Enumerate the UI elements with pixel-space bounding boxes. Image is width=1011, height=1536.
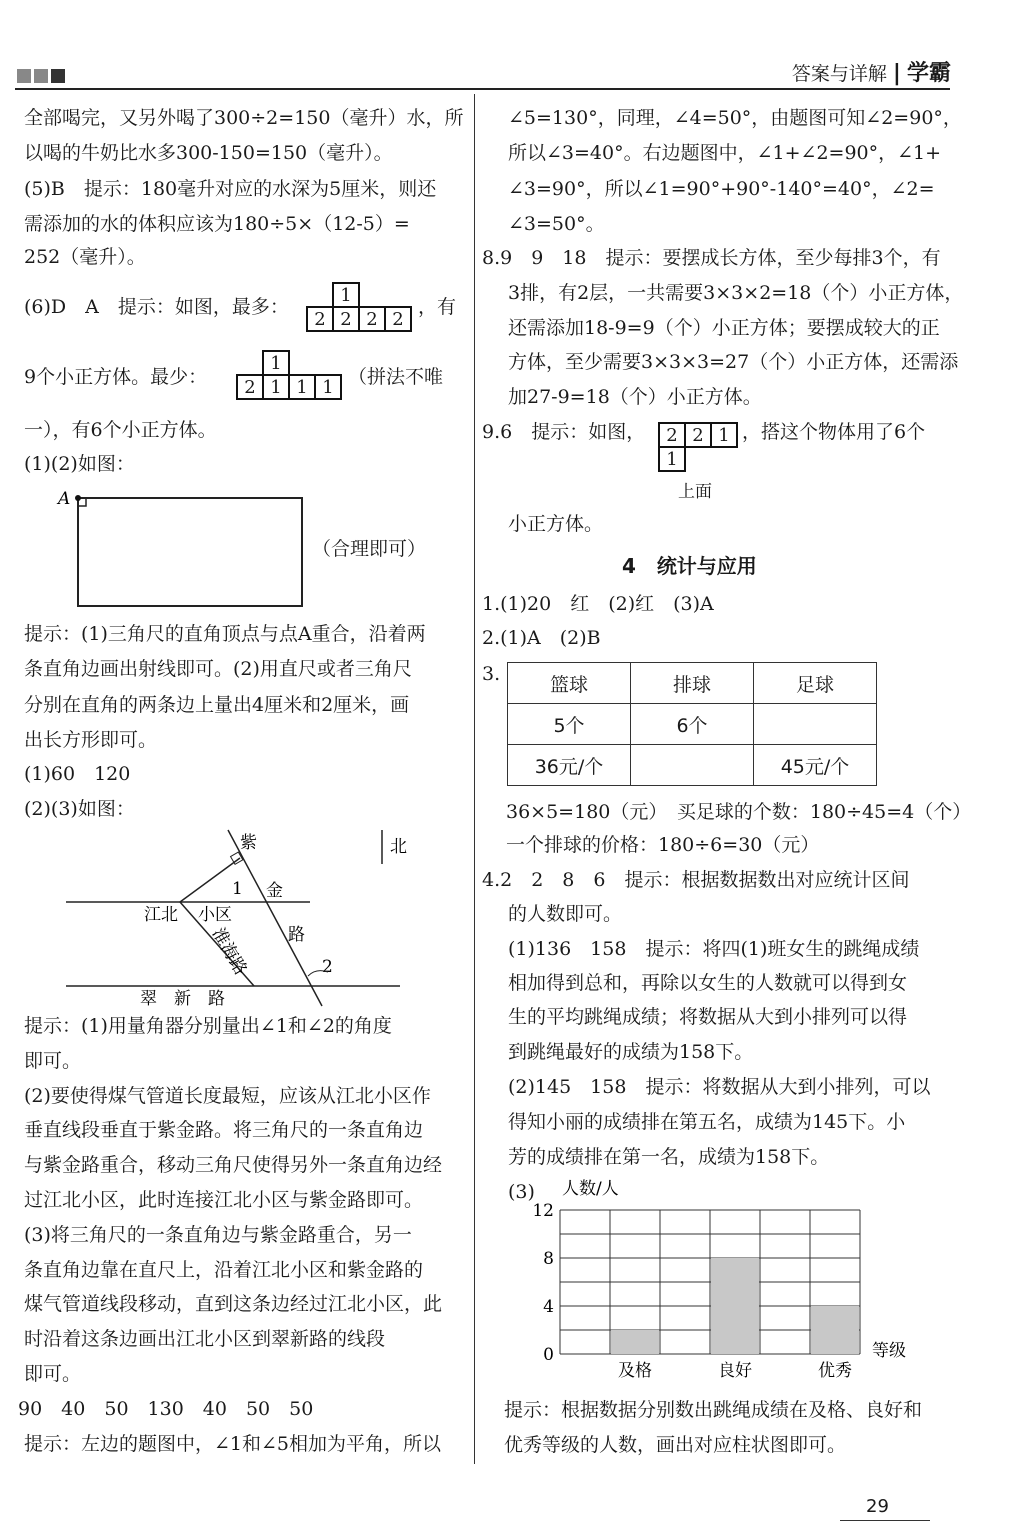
chart-bar [611,1330,659,1354]
left-line-22: 与紫金路重合，移动三角尺使得另外一条直角边经 [24,1154,443,1176]
right-line-28: 提示：根据数据分别数出跳绳成绩在及格、良好和 [504,1399,923,1421]
left-line-19: 即可。 [24,1050,82,1072]
left-line-7: 9个小正方体。最少： [24,366,208,388]
chart-ticks [532,1201,554,1365]
page-number-rule [840,1520,930,1521]
page-number: 29 [866,1496,889,1517]
chart-categories [618,1361,852,1381]
left-line-30: 提示：左边的题图中，∠1和∠5相加为平角，所以 [24,1433,442,1455]
column-divider [474,94,475,1464]
right-line-3: ∠3=50°。 [508,213,605,235]
bar-chart [520,1176,920,1386]
right-line-5: 3排，有2层，一共需要3×3×2=18（个）小正方体， [508,282,964,304]
left-line-26: 煤气管道线段移动，直到这条边经过江北小区，此 [24,1293,443,1315]
left-line-28: 即可。 [24,1363,82,1385]
north-label: 北 [390,837,407,857]
map-figure [60,824,430,1010]
right-line-18: 4.2 2 8 6 提示：根据数据数出对应统计区间 [482,869,910,891]
zijin-label-1: 紫 [240,833,257,853]
left-line-25: 条直角边靠在直尺上，沿着江北小区和紫金路的 [24,1259,424,1281]
xiaoqu-label: 小区 [198,905,232,925]
right-line-7: 方体，至少需要3×3×3=27（个）小正方体，还需添 [508,351,959,373]
y-tick-label: 12 [532,1201,554,1221]
left-line-12: 提示：(1)三角尺的直角顶点与点A重合，沿着两 [24,623,426,645]
header-brand: 学霸 [906,61,951,86]
left-line-16: (1)60 120 [24,763,131,785]
angle-2-label: 2 [322,957,333,977]
header-squares [17,68,68,87]
left-line-24: (3)将三角尺的一条直角边与紫金路重合，另一 [24,1224,412,1246]
right-line-12: 小正方体。 [508,513,604,535]
right-line-27: (3) [508,1181,535,1203]
left-line-14: 分别在直角的两条边上量出4厘米和2厘米，画 [24,694,410,716]
table-row: 5个 6个 [508,704,877,745]
left-line-6: ，有 [418,296,457,318]
right-line-4: 8.9 9 18 提示：要摆成长方体，至少每排3个，有 [482,247,941,269]
right-line-0: ∠5=130°，同理，∠4=50°，由题图可知∠2=90°， [508,107,962,129]
huaihai-label: 淮海路 [207,924,251,979]
left-line-1: 以喝的牛奶比水多300-150=150（毫升）。 [24,142,393,164]
right-line-6: 还需添加18-9=9（个）小正方体；要摆成较大的正 [508,317,940,339]
chart-ylabel: 人数/人 [562,1179,619,1199]
cubes-max-figure: 1 2 2 2 2 [306,282,412,332]
table-header: 足球 [754,663,877,704]
right-line-8: 加27-9=18（个）小正方体。 [508,386,762,408]
right-line-10: ，搭这个物体用了6个 [742,421,926,443]
chart-bar [711,1258,759,1354]
cuixin-label: 翠 新 路 [140,989,225,1009]
left-line-2: (5)B 提示：180毫升对应的水深为5厘米，则还 [24,178,437,200]
right-line-14: 2.(1)A (2)B [482,627,601,649]
table-header: 排球 [631,663,754,704]
y-tick-label: 0 [543,1345,554,1365]
left-line-23: 过江北小区，此时连接江北小区与紫金路即可。 [24,1189,424,1211]
cubes-min-figure: 1 2 1 1 1 [236,350,342,400]
left-line-18: 提示：(1)用量角器分别量出∠1和∠2的角度 [24,1015,392,1037]
left-line-5: (6)D A 提示：如图，最多： [24,296,289,318]
left-line-3: 需添加的水的体积应该为180÷5×（12-5）= [24,213,410,235]
table-row: 36元/个 45元/个 [508,745,877,786]
category-label: 良好 [718,1361,752,1381]
right-line-19: 的人数即可。 [508,903,623,925]
left-line-29: 90 40 50 130 40 50 50 [18,1398,314,1420]
left-line-17: (2)(3)如图： [24,798,135,820]
left-line-8: （拼法不唯 [348,366,444,388]
right-line-2: ∠3=90°，所以∠1=90°+90°-140°=40°，∠2= [508,178,935,200]
left-line-20: (2)要使得煤气管道长度最短，应该从江北小区作 [24,1085,431,1107]
right-line-23: 到跳绳最好的成绩为158下。 [508,1041,754,1063]
left-line-13: 条直角边画出射线即可。(2)用直尺或者三角尺 [24,658,412,680]
header-rule [15,88,950,90]
right-line-26: 芳的成绩排在第一名，成绩为158下。 [508,1146,830,1168]
point-a-label: A [58,489,71,509]
right-line-13: 1.(1)20 红 (2)红 (3)A [482,593,714,615]
left-line-27: 时沿着这条边画出江北小区到翠新路的线段 [24,1328,386,1350]
angle-1-label: 1 [232,879,243,899]
chart-bar [811,1306,859,1354]
right-line-25: 得知小丽的成绩排在第五名，成绩为145下。小 [508,1111,906,1133]
rectangle-figure [54,486,314,610]
left-line-9: 一），有6个小正方体。 [24,419,217,441]
header-title: 答案与详解 | 学霸 [791,61,951,86]
zijin-label-2: 金 [266,881,283,901]
right-line-24: (2)145 158 提示：将数据从大到小排列，可以 [508,1076,931,1098]
category-label: 优秀 [818,1361,852,1381]
left-line-4: 252（毫升）。 [24,246,146,268]
left-line-15: 出长方形即可。 [24,729,158,751]
right-line-16: 36×5=180（元） 买足球的个数：180÷45=4（个） [506,801,972,823]
right-line-1: 所以∠3=40°。右边题图中，∠1+∠2=90°，∠1+ [508,142,942,164]
right-line-20: (1)136 158 提示：将四(1)班女生的跳绳成绩 [508,938,920,960]
y-tick-label: 8 [543,1249,554,1269]
right-line-17: 一个排球的价格：180÷6=30（元） [506,834,820,856]
right-line-11: 上面 [678,482,712,502]
right-line-22: 生的平均跳绳成绩；将数据从大到小排列可以得 [508,1006,908,1028]
left-line-21: 垂直线段垂直于紫金路。将三角尺的一条直角边 [24,1119,424,1141]
left-line-0: 全部喝完，又另外喝了300÷2=150（毫升）水，所 [24,107,464,129]
road-label-1: 路 [288,925,305,945]
left-line-10: (1)(2)如图： [24,453,135,475]
q9-cubes-figure: 2 2 1 1 [658,422,738,472]
right-line-9: 9.6 提示：如图， [482,421,646,443]
jiangbei-label: 江北 [144,905,178,925]
chart-xlabel: 等级 [872,1341,906,1361]
left-line-11: （合理即可） [312,538,427,560]
ball-price-table [507,662,877,786]
table-header: 篮球 [508,663,631,704]
y-tick-label: 4 [543,1297,554,1317]
right-line-29: 优秀等级的人数，画出对应柱状图即可。 [504,1434,847,1456]
right-line-15: 3. [482,663,501,685]
category-label: 及格 [618,1361,652,1381]
section-heading: 4 统计与应用 [622,554,757,578]
right-line-21: 相加得到总和，再除以女生的人数就可以得到女 [508,972,908,994]
